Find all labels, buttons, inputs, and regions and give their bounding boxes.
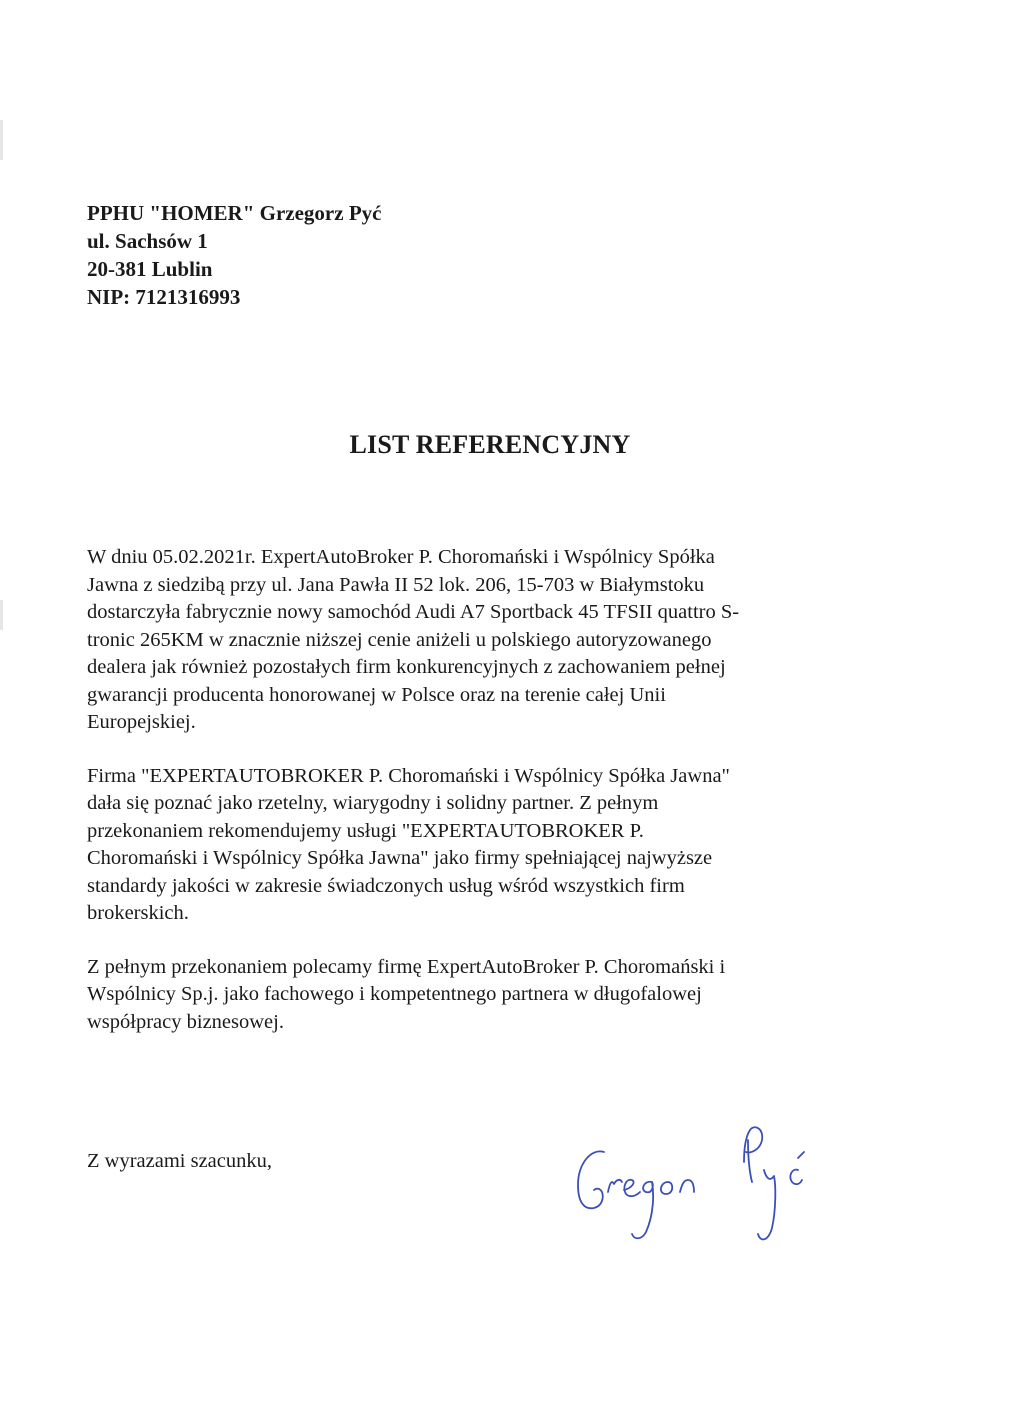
body-line: dała się poznać jako rzetelny, wiarygodny i solidny partner. Z pełnym <box>87 792 659 814</box>
sender-company-name: PPHU "HOMER" Grzegorz Pyć <box>87 201 382 225</box>
body-line: Jawna z siedzibą przy ul. Jana Pawła II 52 lok. 206, 15-703 w Białymstoku <box>87 573 705 596</box>
letter-title: LIST REFERENCYJNY <box>349 430 631 459</box>
signature-stroke <box>632 1182 653 1239</box>
signature-stroke <box>748 1140 752 1182</box>
body-line: przekonaniem rekomendujemy usługi "EXPERTAUTOBROKER P. <box>87 819 644 842</box>
signature-stroke <box>758 1170 775 1239</box>
signature-stroke <box>680 1180 694 1192</box>
body-line: tronic 265KM w znacznie niższej cenie aniżeli u polskiego autoryzowanego <box>87 628 712 651</box>
sender-address-block <box>87 199 381 311</box>
body-line: Z pełnym przekonaniem polecamy firmę ExpertAutoBroker P. Choromański i <box>87 955 726 978</box>
signature-stroke <box>790 1170 802 1184</box>
body-line: Choromański i Wspólnicy Spółka Jawna" jako firmy spełniającej najwyższe <box>87 847 713 869</box>
scan-edge-mark <box>0 600 3 630</box>
sender-street: ul. Sachsów 1 <box>87 229 208 253</box>
paragraph-2 <box>87 763 917 928</box>
body-line: współpracy biznesowej. <box>87 1010 284 1033</box>
body-line: Firma "EXPERTAUTOBROKER P. Choromański i Wspólnicy Spółka Jawna" <box>87 764 730 787</box>
signature-stroke <box>578 1151 604 1208</box>
letter-body <box>87 544 917 1062</box>
body-line: gwarancji producenta honorowanej w Polsce oraz na terenie całej Unii <box>87 683 666 706</box>
scan-edge-mark <box>0 120 3 160</box>
paragraph-1 <box>87 544 917 737</box>
signature-stroke <box>661 1182 672 1194</box>
sender-nip: NIP: 7121316993 <box>87 285 241 309</box>
signature-stroke <box>624 1180 640 1196</box>
body-line: Wspólnicy Sp.j. jako fachowego i kompetentnego partnera w długofalowej <box>87 983 702 1005</box>
signature-stroke <box>608 1180 622 1192</box>
body-line: brokerskich. <box>87 902 189 924</box>
paragraph-3 <box>87 954 917 1037</box>
signature-stroke <box>798 1152 804 1158</box>
body-line: standardy jakości w zakresie świadczonych usług wśród wszystkich firm <box>87 874 685 897</box>
body-line: W dniu 05.02.2021r. ExpertAutoBroker P. Choromański i Wspólnicy Spółka <box>87 546 715 568</box>
sender-city: 20-381 Lublin <box>87 257 213 281</box>
body-line: dostarczyła fabrycznie nowy samochód Audi A7 Sportback 45 TFSII quattro S- <box>87 601 740 623</box>
handwritten-signature <box>560 1110 860 1260</box>
body-line: dealera jak również pozostałych firm konkurencyjnych z zachowaniem pełnej <box>87 656 726 678</box>
closing-salutation: Z wyrazami szacunku, <box>87 1150 272 1172</box>
body-line: Europejskiej. <box>87 711 196 733</box>
signature-stroke <box>744 1127 762 1162</box>
